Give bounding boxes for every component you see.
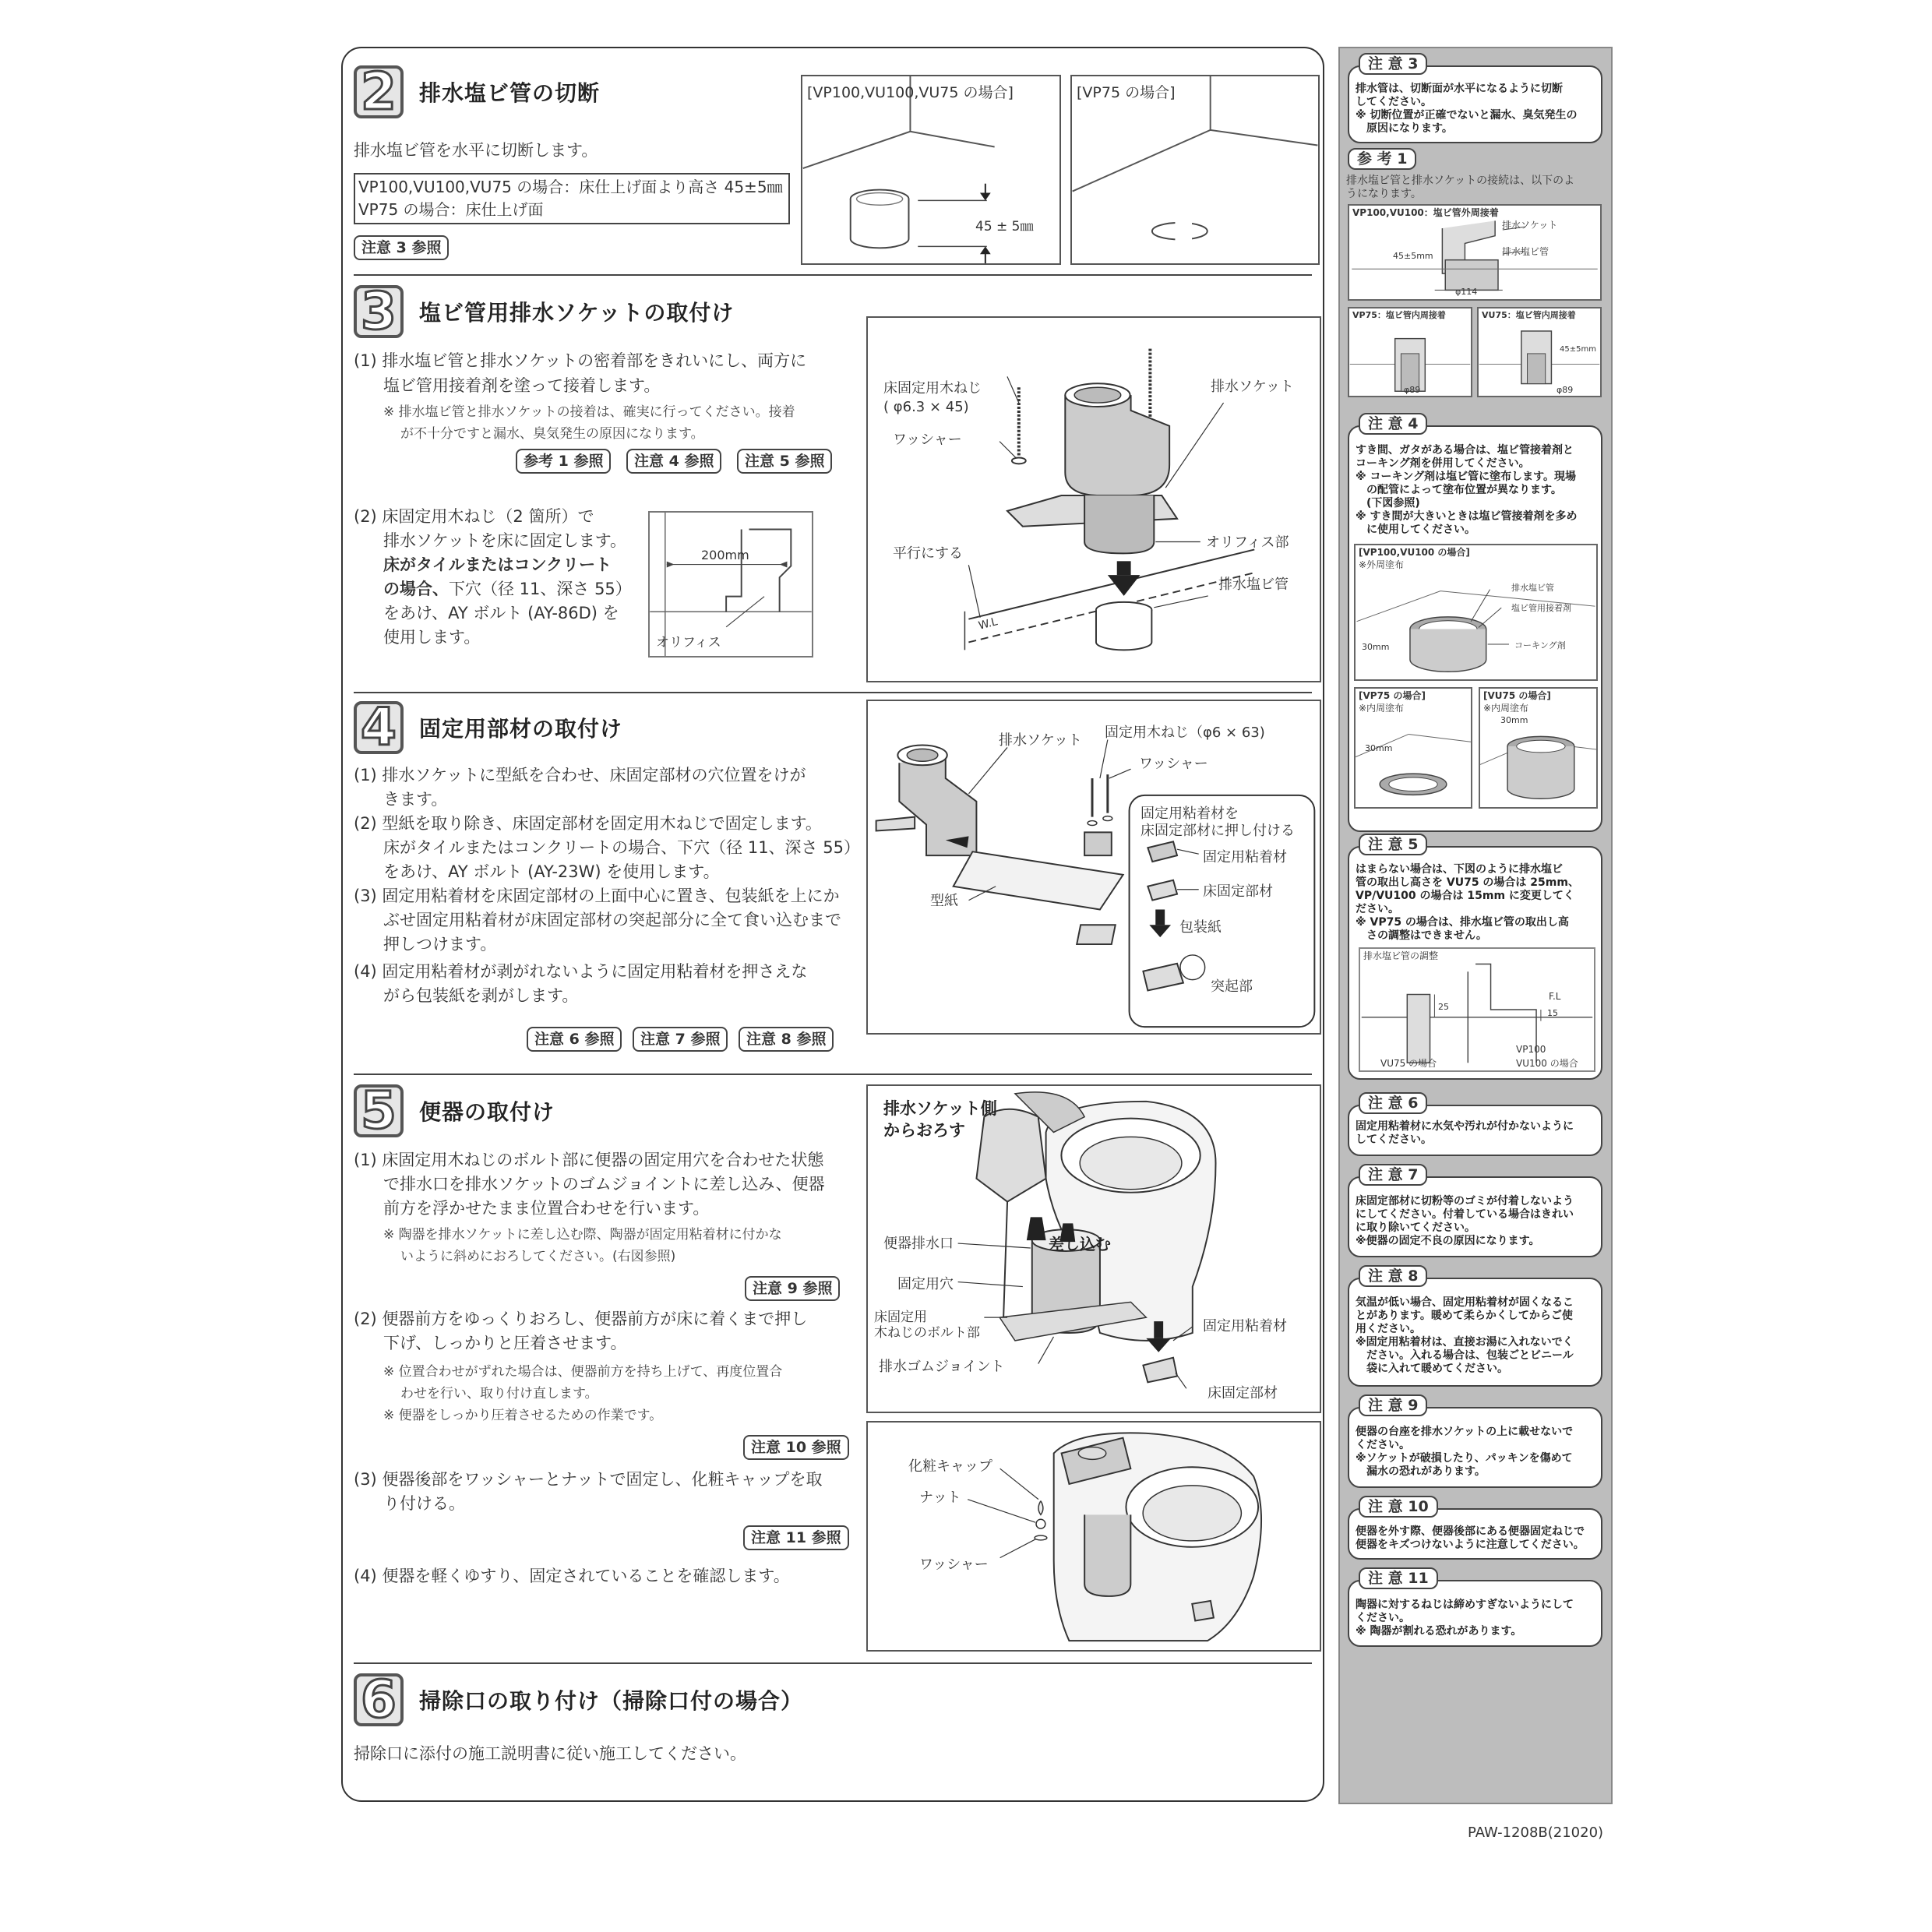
caution-4-fig-vu75 [1479, 687, 1598, 809]
caution-10-tag: 注 意 10 [1359, 1496, 1438, 1518]
step-title: 排水塩ビ管の切断 [419, 80, 601, 106]
caution-3-l3: ※ 切断位置が正確でないと漏水、臭気発生の [1356, 109, 1578, 122]
caution-4-fig-vp75 [1354, 687, 1472, 809]
label-25: 25 [1438, 1002, 1449, 1012]
ref1-vp100-drawing [1349, 206, 1600, 299]
ref-caution-9[interactable]: 注意 9 参照 [745, 1276, 840, 1301]
label-socket: 排水ソケット [1502, 220, 1558, 231]
caution-5-fig [1359, 947, 1595, 1072]
caution-9-l4: 漏水の恐れがあります。 [1366, 1465, 1486, 1478]
caution-8-l5: ださい。入れる場合は、包装ごとビニール [1366, 1349, 1574, 1362]
caution-7-box [1348, 1176, 1602, 1257]
caution-7-l4: ※便器の固定不良の原因になります。 [1356, 1235, 1540, 1247]
reference-1-l2: うになります。 [1346, 188, 1422, 200]
caution-5-l5: ※ VP75 の場合は、排水塩ビ管の取出し高 [1356, 916, 1569, 929]
caution-4-l2: コーキング剤を併用してください。 [1356, 457, 1530, 470]
reference-1-fig-vp75 [1348, 307, 1472, 397]
cut-height-line2: VP75 の場合：床仕上げ面 [358, 200, 544, 219]
ref-caution-10[interactable]: 注意 10 参照 [743, 1435, 849, 1460]
caution-11-l3: ※ 陶器が割れる恐れがあります。 [1356, 1625, 1522, 1638]
caution-7-l1: 床固定部材に切粉等のゴミが付着しないよう [1356, 1195, 1574, 1208]
s3-p1b: 塩ビ管用接着剤を塗って接着します。 [383, 376, 661, 395]
step-4-heading [354, 697, 623, 757]
caution-10-l2: 便器をキズつけないように注意してください。 [1356, 1539, 1585, 1551]
caution-5-l3: VP/VU100 の場合は 15mm に変更してく [1356, 890, 1574, 902]
caution-8-box [1348, 1278, 1602, 1387]
toilet-fixing-drawing [868, 1423, 1320, 1650]
step-number: 5 [354, 1084, 404, 1137]
s5-n1b: いように斜めにおろしてください。(右図参照) [400, 1249, 676, 1264]
step-number: 2 [354, 65, 404, 118]
socket-install-drawing [868, 318, 1320, 681]
label-screw-size: ( φ6.3 × 45) [883, 399, 969, 415]
s5-p2b: 下げ、しっかりと圧着させます。 [383, 1334, 627, 1352]
step-2-heading [354, 62, 601, 122]
label-30mm: 30mm [1362, 642, 1390, 652]
caution-9-l2: ください。 [1356, 1439, 1410, 1451]
s5-p3a: (3) 便器後部をワッシャーとナットで固定し、化粧キャップを取 [354, 1470, 823, 1489]
caution-4-l6: ※ すき間が大きいときは塩ビ管接着剤を多め [1356, 510, 1578, 523]
label-height: 45±5mm [1393, 251, 1433, 261]
caution-5-tag: 注 意 5 [1359, 834, 1427, 855]
caution-8-l6: 袋に入れて暖めてください。 [1366, 1363, 1508, 1375]
label-adhesive: 塩ビ管用接着剤 [1511, 603, 1571, 613]
s3-p2d2: 下穴（径 11、深さ 55） [449, 580, 632, 598]
s3-p2a: (2) 床固定用木ねじ（2 箇所）で [354, 507, 594, 526]
s4-p3c: 押しつけます。 [383, 935, 497, 954]
fig-title: [VU75 の場合] [1483, 690, 1551, 701]
divider [354, 692, 1312, 693]
s5-n1a: ※ 陶器を排水ソケットに差し込む際、陶器が固定用粘着材に付かな [383, 1227, 782, 1243]
orifice-label: オリフィス [656, 635, 721, 650]
step-5-heading [354, 1081, 555, 1141]
s4-p2b: 床がタイルまたはコンクリートの場合、下穴（径 11、深さ 55） [383, 838, 860, 857]
caution-4-l1: すき間、ガタがある場合は、塩ビ管接着剤と [1356, 444, 1574, 457]
s3-p2c: 床がタイルまたはコンクリート [383, 555, 612, 574]
s3-p1a: (1) 排水塩ビ管と排水ソケットの密着部をきれいにし、両方に [354, 351, 807, 370]
s4-p1b: きます。 [383, 790, 448, 809]
s5-p1a: (1) 床固定用木ねじのボルト部に便器の固定用穴を合わせた状態 [354, 1151, 824, 1169]
label-lower-from-socket-2: からおろす [883, 1121, 965, 1140]
fig-title: VU75：塩ビ管内周接着 [1482, 310, 1576, 320]
label-height: 45±5mm [1560, 345, 1596, 354]
fixing-parts-figure [866, 700, 1321, 1035]
ref-caution-7[interactable]: 注意 7 参照 [633, 1027, 728, 1052]
s5-n2a: ※ 位置合わせがずれた場合は、便器前方を持ち上げて、再度位置合 [383, 1364, 783, 1380]
fig-subtitle: ※外周塗布 [1359, 559, 1405, 570]
label-diameter: φ89 [1557, 385, 1574, 395]
s5-p1b: で排水口を排水ソケットのゴムジョイントに差し込み、便器 [383, 1175, 825, 1193]
caution-9-box [1348, 1407, 1602, 1488]
label-cap: 化粧キャップ [908, 1458, 992, 1475]
s3-p2e: をあけ、AY ボルト (AY-86D) を [383, 604, 619, 622]
caution-8-l3: 用ください。 [1356, 1323, 1421, 1335]
label-screw: 固定用木ねじ（φ6 × 63) [1105, 724, 1265, 741]
label-orifice: オリフィス部 [1206, 534, 1289, 551]
label-washer: ワッシャー [919, 1557, 989, 1573]
label-15: 15 [1547, 1008, 1558, 1018]
caution-4-l4: の配管によって塗布位置が異なります。 [1366, 484, 1562, 496]
caution-8-l2: とがあります。暖めて柔らかくしてからご使 [1356, 1310, 1573, 1322]
cut-figure-vp75-drawing [1072, 76, 1318, 263]
label-diameter: φ89 [1404, 385, 1421, 395]
label-pipe: 排水塩ビ管 [1502, 246, 1549, 257]
fig-label: [VP100,VU100,VU75 の場合] [807, 84, 1014, 101]
caution-5-l6: さの調整はできません。 [1366, 929, 1487, 942]
orifice-detail-figure [648, 511, 813, 658]
ref-caution-3[interactable]: 注意 3 参照 [354, 235, 449, 260]
c5-drawing [1360, 949, 1594, 1070]
s6-text: 掃除口に添付の施工説明書に従い施工してください。 [354, 1744, 746, 1763]
label-toilet-drain: 便器排水口 [883, 1236, 954, 1252]
ref-caution-6[interactable]: 注意 6 参照 [527, 1027, 622, 1052]
label-bolt-2: 木ねじのボルト部 [874, 1325, 980, 1341]
caution-11-box [1348, 1580, 1602, 1647]
caution-9-l1: 便器の台座を排水ソケットの上に載せないで [1356, 1426, 1574, 1438]
s5-p2a: (2) 便器前方をゆっくりおろし、便器前方が床に着くまで押し [354, 1310, 808, 1328]
caution-4-box [1348, 425, 1602, 832]
cut-figure-vp100 [801, 75, 1061, 265]
caution-6-tag: 注 意 6 [1359, 1092, 1427, 1114]
s5-n2c: ※ 便器をしっかり圧着させるための作業です。 [383, 1408, 663, 1423]
caution-7-tag: 注 意 7 [1359, 1164, 1427, 1186]
dim-label: 200mm [701, 548, 749, 562]
label-lower-from-socket-1: 排水ソケット側 [883, 1099, 997, 1118]
cut-height-line1: VP100,VU100,VU75 の場合：床仕上げ面より高さ 45±5㎜ [358, 178, 783, 196]
reference-1-fig-vp100 [1348, 204, 1602, 301]
label-adhesive: 固定用粘着材 [1203, 849, 1287, 866]
step-title: 便器の取付け [419, 1099, 555, 1125]
s5-p1c: 前方を浮かせたまま位置合わせを行います。 [383, 1199, 710, 1218]
caution-sidebar [1338, 47, 1613, 1804]
s5-n2b: わせを行い、取り付け直します。 [400, 1386, 598, 1401]
s4-p4a: (4) 固定用粘着材が剥がれないように固定用粘着材を押さえな [354, 962, 808, 981]
label-nut: ナット [919, 1490, 961, 1506]
label-bolt-1: 床固定用 [874, 1310, 927, 1325]
s3-p2f: 使用します。 [383, 628, 481, 647]
s3-p2b: 排水ソケットを床に固定します。 [383, 531, 627, 550]
toilet-fixing-figure [866, 1421, 1321, 1652]
s5-p3b: り付ける。 [383, 1494, 465, 1513]
ref-caution-4[interactable]: 注意 4 参照 [626, 449, 721, 474]
caution-8-tag: 注 意 8 [1359, 1265, 1427, 1287]
label-vu100: VU100 の場合 [1516, 1058, 1578, 1069]
s4-p3a: (3) 固定用粘着材を床固定部材の上面中心に置き、包装紙を上にか [354, 887, 840, 905]
label-insert: 差し込む [1049, 1235, 1111, 1253]
caution-4-l7: に使用してください。 [1366, 524, 1475, 536]
divider [354, 274, 1312, 276]
label-diameter: φ114 [1455, 287, 1478, 297]
caution-11-tag: 注 意 11 [1359, 1567, 1438, 1589]
label-drain-pipe: 排水塩ビ管 [1218, 576, 1289, 593]
label-parallel: 平行にする [893, 545, 963, 562]
label-30mm: 30mm [1500, 715, 1528, 725]
s4-p2c: をあけ、AY ボルト (AY-23W) を使用します。 [383, 862, 720, 881]
label-press-2: 床固定部材に押し付ける [1141, 823, 1295, 839]
caution-5-l1: はまらない場合は、下図のように排水塩ビ [1356, 863, 1563, 876]
caution-3-tag: 注 意 3 [1359, 53, 1427, 75]
s3-n1b: が不十分ですと漏水、臭気発生の原因になります。 [400, 426, 704, 442]
divider [354, 1074, 1312, 1075]
s4-p4b: がら包装紙を剥がします。 [383, 986, 579, 1005]
fig-title: [VP100,VU100 の場合] [1359, 547, 1470, 558]
toilet-lower-figure [866, 1084, 1321, 1413]
label-protrusion: 突起部 [1211, 978, 1253, 995]
step-6-heading [354, 1669, 804, 1729]
caution-4-tag: 注 意 4 [1359, 413, 1427, 435]
label-rubber-joint: 排水ゴムジョイント [879, 1359, 1005, 1375]
cut-figure-vp100-drawing [802, 76, 1059, 263]
caution-6-l2: してください。 [1356, 1133, 1432, 1146]
ref-caution-11[interactable]: 注意 11 参照 [743, 1525, 849, 1550]
caution-4-l3: ※ コーキング剤は塩ビ管に塗布します。現場 [1356, 471, 1576, 483]
label-pipe: 排水塩ビ管 [1511, 583, 1554, 593]
reference-1-l1: 排水塩ビ管と排水ソケットの接続は、以下のよ [1346, 175, 1575, 187]
caution-3-l1: 排水管は、切断面が水平になるように切断 [1356, 83, 1563, 95]
label-washer: ワッシャー [1139, 756, 1208, 772]
step-title: 固定用部材の取付け [419, 716, 623, 742]
label-drain-socket: 排水ソケット [1211, 379, 1294, 395]
document-code: PAW-1208B(21020) [1468, 1824, 1604, 1841]
cut-figure-vp75 [1070, 75, 1320, 265]
caution-7-l2: にしてください。付着している場合はきれい [1356, 1208, 1574, 1221]
reference-1-tag: 参 考 1 [1348, 148, 1416, 170]
label-caulk: コーキング剤 [1514, 640, 1566, 650]
main-panel [341, 47, 1324, 1802]
fig-subtitle: ※内周塗布 [1359, 703, 1405, 714]
label-fl: F.L [1549, 991, 1561, 1002]
label-drain-socket: 排水ソケット [999, 732, 1082, 749]
caution-9-l3: ※ソケットが破損したり、パッキンを傷めて [1356, 1452, 1573, 1465]
label-30mm: 30mm [1365, 743, 1393, 753]
s5-p4: (4) 便器を軽くゆすり、固定されていることを確認します。 [354, 1567, 790, 1585]
fig-title: 排水塩ビ管の調整 [1363, 950, 1439, 961]
caution-6-l1: 固定用粘着材に水気や汚れが付かないように [1356, 1120, 1574, 1133]
label-template: 型紙 [930, 893, 958, 909]
label-floor-bracket: 床固定部材 [1208, 1385, 1278, 1401]
fig-label: [VP75 の場合] [1077, 84, 1176, 101]
socket-install-figure [866, 316, 1321, 682]
caution-4-l5: (下図参照) [1366, 497, 1420, 509]
s4-p1a: (1) 排水ソケットに型紙を合わせ、床固定部材の穴位置をけが [354, 766, 806, 784]
cut-height-box [354, 173, 790, 224]
label-wrapping: 包装紙 [1179, 919, 1222, 936]
divider [354, 1662, 1312, 1664]
dim-label: 45 ± 5㎜ [975, 219, 1034, 234]
caution-5-box [1348, 846, 1602, 1080]
label-vp100: VP100 [1516, 1044, 1546, 1055]
label-wl: W.L [977, 615, 999, 633]
step-3-heading [354, 281, 735, 341]
caution-11-l1: 陶器に対するねじは締めすぎないようにして [1356, 1599, 1574, 1611]
reference-1-fig-vu75 [1477, 307, 1602, 397]
caution-8-l4: ※固定用粘着材は、直接お湯に入れないでく [1356, 1336, 1574, 1349]
caution-4-fig-vp100 [1354, 544, 1598, 681]
fig-subtitle: ※内周塗布 [1483, 703, 1529, 714]
step-number: 3 [354, 285, 404, 338]
caution-8-l1: 気温が低い場合、固定用粘着材が固くなるこ [1356, 1296, 1574, 1309]
step-2-intro: 排水塩ビ管を水平に切断します。 [354, 141, 598, 160]
fig-title: VP75：塩ビ管内周接着 [1352, 310, 1446, 320]
caution-9-tag: 注 意 9 [1359, 1394, 1427, 1416]
caution-10-l1: 便器を外す際、便器後部にある便器固定ねじで [1356, 1525, 1585, 1538]
s3-n1a: ※ 排水塩ビ管と排水ソケットの接着は、確実に行ってください。接着 [383, 404, 795, 420]
step-number: 6 [354, 1673, 404, 1726]
s4-p3b: ぶせ固定用粘着材が床固定部材の突起部分に全て食い込むまで [383, 911, 841, 929]
step-number: 4 [354, 701, 404, 754]
step-title: 塩ビ管用排水ソケットの取付け [419, 300, 735, 326]
caution-7-l3: に取り除いてください。 [1356, 1222, 1475, 1234]
ref-caution-5[interactable]: 注意 5 参照 [737, 449, 832, 474]
s4-p2a: (2) 型紙を取り除き、床固定部材を固定用木ねじで固定します。 [354, 814, 822, 833]
caution-5-l2: 管の取出し高さを VU75 の場合は 25mm、 [1356, 876, 1579, 889]
ref-reference-1[interactable]: 参考 1 参照 [516, 449, 611, 474]
caution-3-l4: 原因になります。 [1366, 122, 1453, 135]
s3-p2d: の場合、 [383, 580, 449, 598]
caution-5-l4: ださい。 [1356, 903, 1399, 915]
fig-title: VP100,VU100：塩ビ管外周接着 [1352, 207, 1499, 218]
label-wood-screw: 床固定用木ねじ [883, 380, 982, 397]
step-title: 掃除口の取り付け（掃除口付の場合） [419, 1688, 804, 1714]
label-washer: ワッシャー [893, 432, 962, 448]
label-floor-bracket: 床固定部材 [1203, 883, 1273, 900]
label-press-1: 固定用粘着材を [1141, 806, 1239, 822]
label-vu75: VU75 の場合 [1380, 1058, 1437, 1069]
label-adhesive: 固定用粘着材 [1203, 1318, 1287, 1334]
ref-caution-8[interactable]: 注意 8 参照 [739, 1027, 834, 1052]
caution-3-box [1348, 65, 1602, 143]
ref1-vp75-drawing [1349, 308, 1471, 396]
caution-3-l2: してください。 [1356, 96, 1432, 108]
fig-title: [VP75 の場合] [1359, 690, 1426, 701]
s3-p2d-line [383, 577, 632, 601]
label-fixing-hole: 固定用穴 [897, 1276, 954, 1292]
caution-11-l2: ください。 [1356, 1612, 1410, 1624]
